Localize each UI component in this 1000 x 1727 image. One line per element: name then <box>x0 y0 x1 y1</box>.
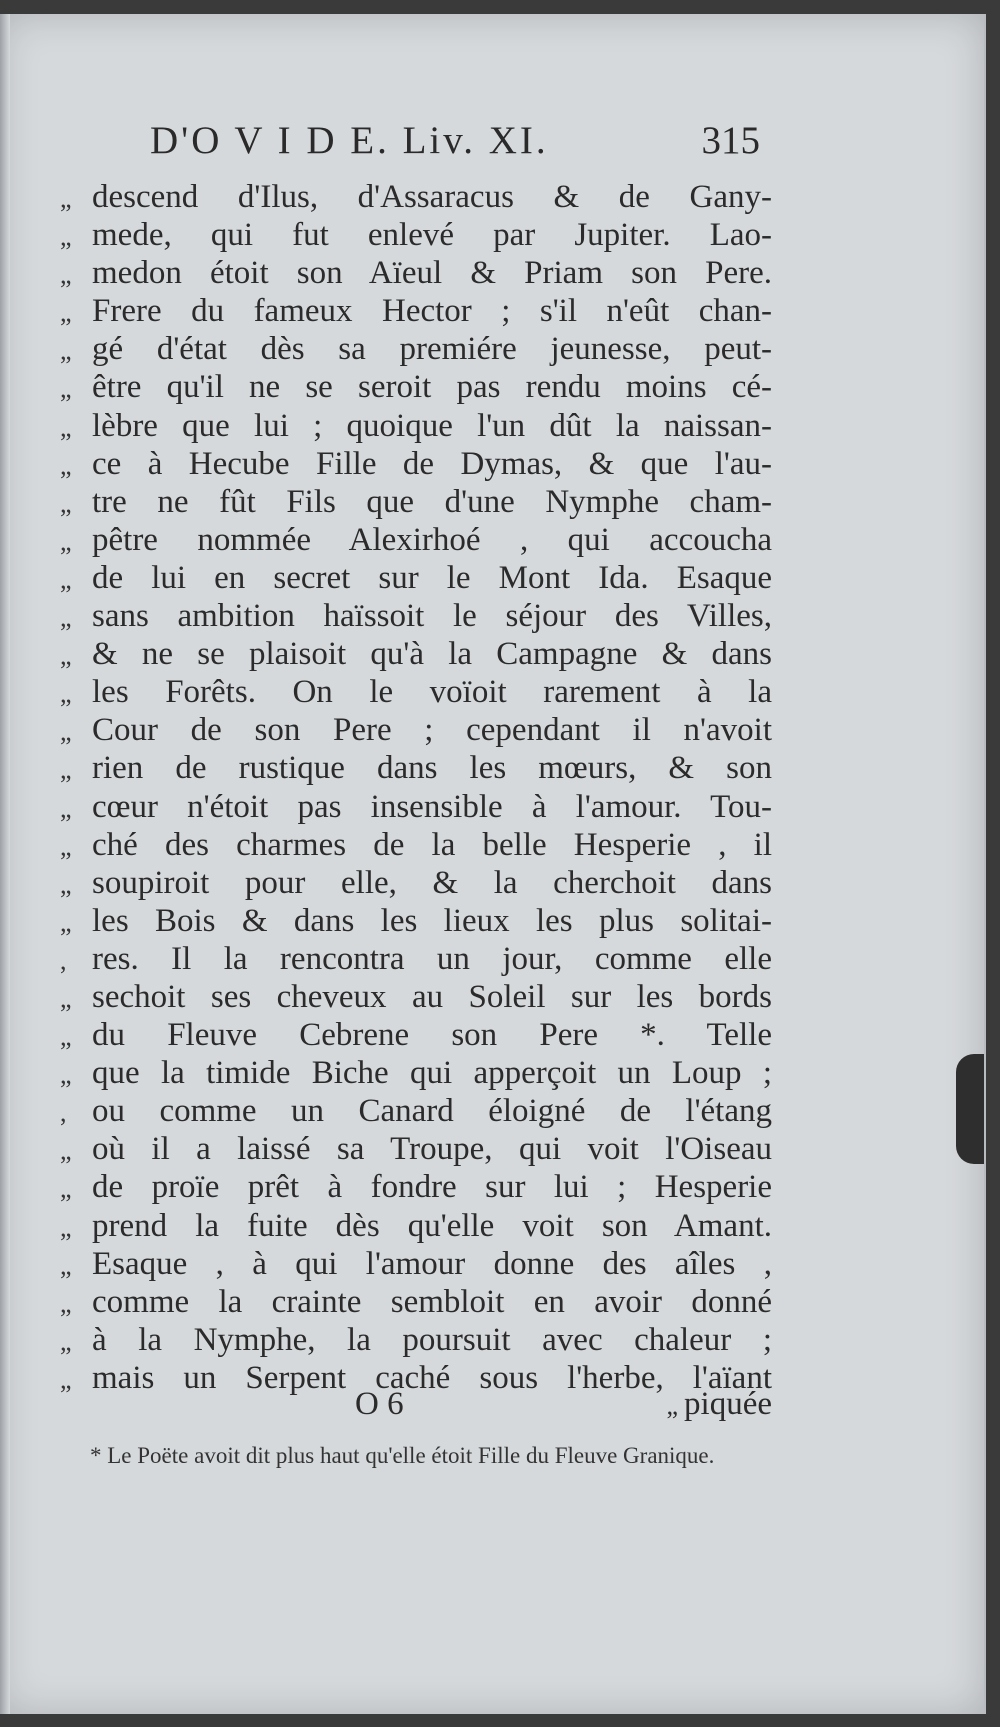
line-text: comme la crainte sembloit en avoir donné <box>92 1283 772 1320</box>
signature-mark: O 6 <box>355 1386 404 1422</box>
quote-mark: „ <box>60 184 72 213</box>
text-line <box>60 559 772 597</box>
text-line <box>60 1130 772 1168</box>
text-line <box>60 826 772 864</box>
line-text: où il a laissé sa Troupe, qui voit l'Oiseau <box>92 1131 772 1168</box>
line-text: ce à Hecube Fille de Dymas, & que l'au- <box>92 445 772 482</box>
line-text: de proïe prêt à fondre sur lui ; Hesperie <box>92 1169 772 1206</box>
text-line <box>60 864 772 902</box>
quote-mark: „ <box>60 260 72 290</box>
quote-mark: „ <box>60 298 72 328</box>
catchword-quote-mark: „ <box>666 1391 679 1420</box>
line-text: ché des charmes de la belle Hesperie , il <box>92 826 772 863</box>
text-line <box>60 292 772 330</box>
text-line <box>60 1168 772 1206</box>
quote-mark: „ <box>60 526 72 556</box>
quote-mark: „ <box>60 603 72 633</box>
quote-mark: „ <box>60 1022 72 1052</box>
quote-mark: „ <box>60 1060 72 1090</box>
line-text: tre ne fût Fils que d'une Nymphe cham- <box>92 483 772 520</box>
running-head <box>150 118 760 163</box>
quote-mark: „ <box>60 641 72 671</box>
line-text: de lui en secret sur le Mont Ida. Esaque <box>92 559 772 596</box>
book-clasp <box>956 1054 984 1164</box>
text-line <box>60 597 772 635</box>
signature-line <box>60 1386 772 1423</box>
line-text: res. Il la rencontra un jour, comme elle <box>92 940 772 977</box>
text-line <box>60 254 772 292</box>
text-line <box>60 1245 772 1283</box>
text-line <box>60 178 772 216</box>
text-line <box>60 521 772 559</box>
quote-mark: „ <box>60 907 72 937</box>
text-line <box>60 330 772 368</box>
quote-mark: „ <box>60 679 72 709</box>
line-text: les Bois & dans les lieux les plus solitai- <box>92 902 772 939</box>
text-line <box>60 483 772 521</box>
line-text: du Fleuve Cebrene son Pere *. Telle <box>92 1017 772 1054</box>
quote-mark: „ <box>60 793 72 823</box>
quote-mark: „ <box>60 1288 72 1318</box>
text-line <box>60 1207 772 1245</box>
line-text: Cour de son Pere ; cependant il n'avoit <box>92 712 772 749</box>
quote-mark: „ <box>60 222 72 252</box>
quote-mark: „ <box>60 755 72 785</box>
quote-mark: , <box>60 945 67 975</box>
quote-mark: „ <box>60 488 72 518</box>
quote-mark: „ <box>60 1364 72 1394</box>
line-text: gé d'état dès sa premiére jeunesse, peut- <box>92 331 772 368</box>
book-page <box>0 14 986 1714</box>
line-text: que la timide Biche qui apperçoit un Loup ; <box>92 1055 772 1092</box>
line-text: être qu'il ne se seroit pas rendu moins cé- <box>92 369 772 406</box>
line-text: medon étoit son Aïeul & Priam son Pere. <box>92 255 772 292</box>
line-text: descend d'Ilus, d'Assaracus & de Gany- <box>92 179 772 215</box>
text-line <box>60 788 772 826</box>
text-line <box>60 1092 772 1130</box>
quote-mark: „ <box>60 1326 72 1356</box>
running-head-title: D'O V I D E. Liv. XI. <box>150 119 549 162</box>
quote-mark: „ <box>60 564 72 594</box>
line-text: sechoit ses cheveux au Soleil sur les bords <box>92 978 772 1015</box>
text-line <box>60 1283 772 1321</box>
quote-mark: „ <box>60 1174 72 1204</box>
quote-mark: „ <box>60 1136 72 1166</box>
line-text: Esaque , à qui l'amour donne des aîles , <box>92 1245 772 1282</box>
line-text: mais un Serpent caché sous l'herbe, l'aïant <box>92 1359 772 1396</box>
line-text: les Forêts. On le voïoit rarement à la <box>92 674 772 711</box>
line-text: ou comme un Canard éloigné de l'étang <box>92 1093 772 1130</box>
text-line <box>60 902 772 940</box>
catchword-text: piquée <box>684 1386 772 1422</box>
quote-mark: „ <box>60 1212 72 1242</box>
page-number: 315 <box>701 119 760 162</box>
text-line <box>60 673 772 711</box>
quote-mark: „ <box>60 450 72 480</box>
text-line <box>60 940 772 978</box>
text-line <box>60 1321 772 1359</box>
quote-mark: „ <box>60 831 72 861</box>
line-text: mede, qui fut enlevé par Jupiter. Lao- <box>92 217 772 254</box>
line-text: soupiroit pour elle, & la cherchoit dans <box>92 864 772 901</box>
text-line <box>60 368 772 406</box>
text-line <box>60 216 772 254</box>
text-line <box>60 1016 772 1054</box>
quote-mark: „ <box>60 412 72 442</box>
line-text: à la Nymphe, la poursuit avec chaleur ; <box>92 1321 772 1358</box>
page-gutter-shadow <box>0 14 10 1714</box>
body-text <box>60 178 772 1397</box>
line-text: Frere du fameux Hector ; s'il n'eût chan- <box>92 293 772 330</box>
line-text: & ne se plaisoit qu'à la Campagne & dans <box>92 636 772 673</box>
text-line <box>60 445 772 483</box>
line-text: lèbre que lui ; quoique l'un dût la naissan- <box>92 407 772 444</box>
quote-mark: „ <box>60 374 72 404</box>
catchword <box>666 1386 772 1423</box>
quote-mark: „ <box>60 717 72 747</box>
quote-mark: „ <box>60 869 72 899</box>
text-line <box>60 978 772 1016</box>
text-line <box>60 1054 772 1092</box>
text-line <box>60 711 772 749</box>
quote-mark: „ <box>60 983 72 1013</box>
quote-mark: „ <box>60 336 72 366</box>
line-text: prend la fuite dès qu'elle voit son Amant. <box>92 1207 772 1244</box>
line-text: cœur n'étoit pas insensible à l'amour. Tou- <box>92 788 772 825</box>
line-text: pêtre nommée Alexirhoé , qui accoucha <box>92 521 772 558</box>
footnote: * Le Poëte avoit dit plus haut qu'elle étoit Fille du Fleuve Granique. <box>90 1443 715 1468</box>
quote-mark: , <box>60 1098 67 1128</box>
text-line <box>60 407 772 445</box>
text-line <box>60 749 772 787</box>
line-text: rien de rustique dans les mœurs, & son <box>92 750 772 787</box>
line-text: sans ambition haïssoit le séjour des Villes, <box>92 598 772 635</box>
text-line <box>60 635 772 673</box>
quote-mark: „ <box>60 1250 72 1280</box>
